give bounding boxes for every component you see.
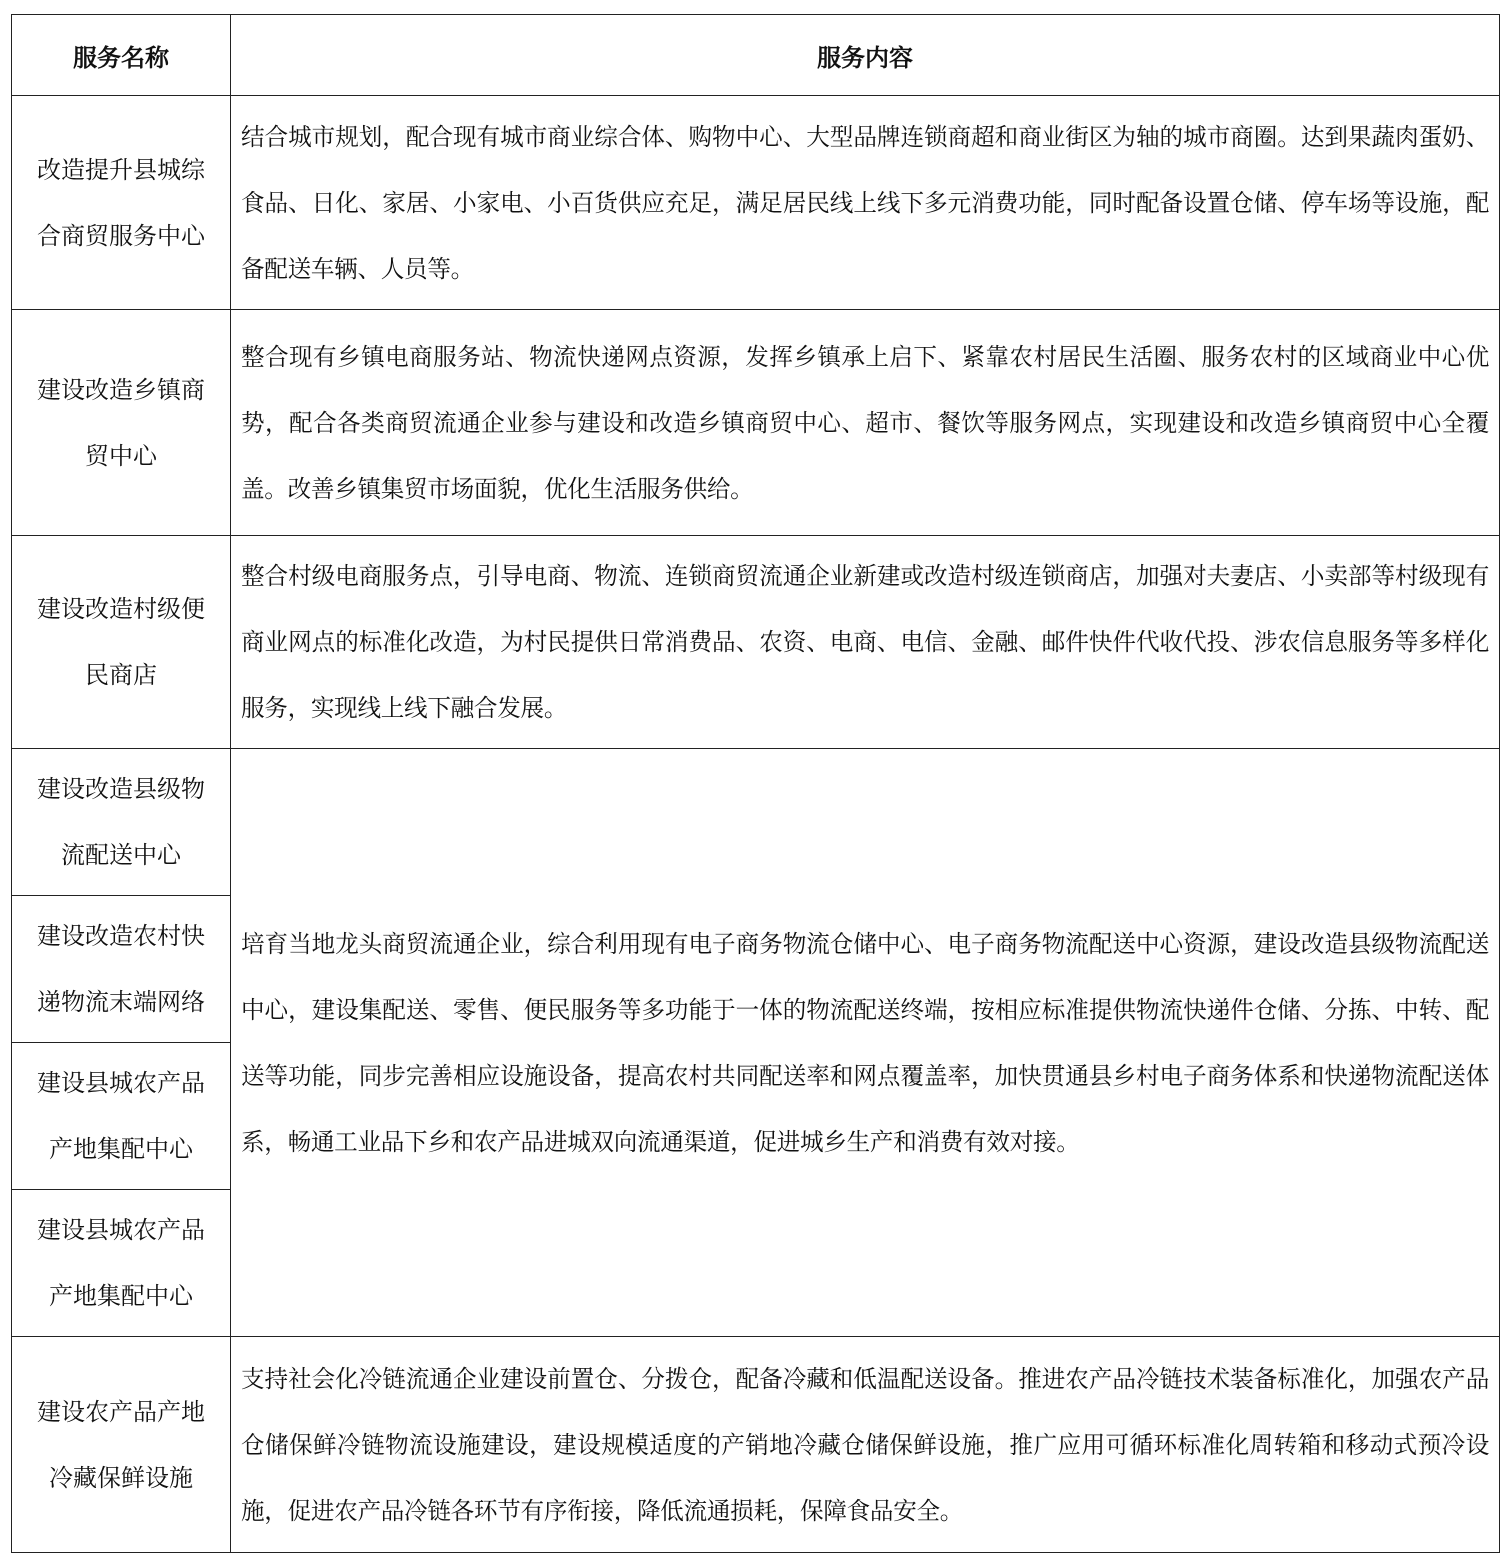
service-content: 支持社会化冷链流通企业建设前置仓、分拨仓，配备冷藏和低温配送设备。推进农产品冷链技术装备标准化，加强农产品仓储保鲜冷链物流设施建设，建设规模适度的产销地冷藏仓储保鲜设施，推广应用可循环标准化周转箱和移动式预冷设施，促进农产品冷链各环节有序衔接，降低流通损耗，保障食品安全。 bbox=[231, 1337, 1500, 1553]
service-name: 建设改造乡镇商贸中心 bbox=[12, 310, 231, 536]
table-row bbox=[12, 536, 1500, 749]
header-row bbox=[12, 15, 1500, 96]
service-name: 建设县城农产品产地集配中心 bbox=[12, 1043, 231, 1190]
service-name: 建设改造农村快递物流末端网络 bbox=[12, 896, 231, 1043]
service-content: 整合现有乡镇电商服务站、物流快递网点资源，发挥乡镇承上启下、紧靠农村居民生活圈、服务农村的区域商业中心优势，配合各类商贸流通企业参与建设和改造乡镇商贸中心、超市、餐饮等服务网点，实现建设和改造乡镇商贸中心全覆盖。改善乡镇集贸市场面貌，优化生活服务供给。 bbox=[231, 310, 1500, 536]
table-row bbox=[12, 310, 1500, 536]
header-service-name: 服务名称 bbox=[12, 15, 231, 96]
service-name: 建设改造村级便民商店 bbox=[12, 536, 231, 749]
service-table bbox=[11, 14, 1500, 1553]
service-name: 建设县城农产品产地集配中心 bbox=[12, 1190, 231, 1337]
service-name: 建设改造县级物流配送中心 bbox=[12, 749, 231, 896]
service-content: 整合村级电商服务点，引导电商、物流、连锁商贸流通企业新建或改造村级连锁商店，加强对夫妻店、小卖部等村级现有商业网点的标准化改造，为村民提供日常消费品、农资、电商、电信、金融、邮件快件代收代投、涉农信息服务等多样化服务，实现线上线下融合发展。 bbox=[231, 536, 1500, 749]
service-name: 建设农产品产地冷藏保鲜设施 bbox=[12, 1337, 231, 1553]
header-service-content: 服务内容 bbox=[231, 15, 1500, 96]
service-content: 结合城市规划，配合现有城市商业综合体、购物中心、大型品牌连锁商超和商业街区为轴的城市商圈。达到果蔬肉蛋奶、食品、日化、家居、小家电、小百货供应充足，满足居民线上线下多元消费功能，同时配备设置仓储、停车场等设施，配备配送车辆、人员等。 bbox=[231, 96, 1500, 310]
table-row bbox=[12, 96, 1500, 310]
table-row bbox=[12, 1337, 1500, 1553]
service-content-merged: 培育当地龙头商贸流通企业，综合利用现有电子商务物流仓储中心、电子商务物流配送中心资源，建设改造县级物流配送中心，建设集配送、零售、便民服务等多功能于一体的物流配送终端，按相应标准提供物流快递件仓储、分拣、中转、配送等功能，同步完善相应设施设备，提高农村共同配送率和网点覆盖率，加快贯通县乡村电子商务体系和快递物流配送体系，畅通工业品下乡和农产品进城双向流通渠道，促进城乡生产和消费有效对接。 bbox=[231, 749, 1500, 1337]
service-name: 改造提升县城综合商贸服务中心 bbox=[12, 96, 231, 310]
table-row bbox=[12, 749, 1500, 896]
